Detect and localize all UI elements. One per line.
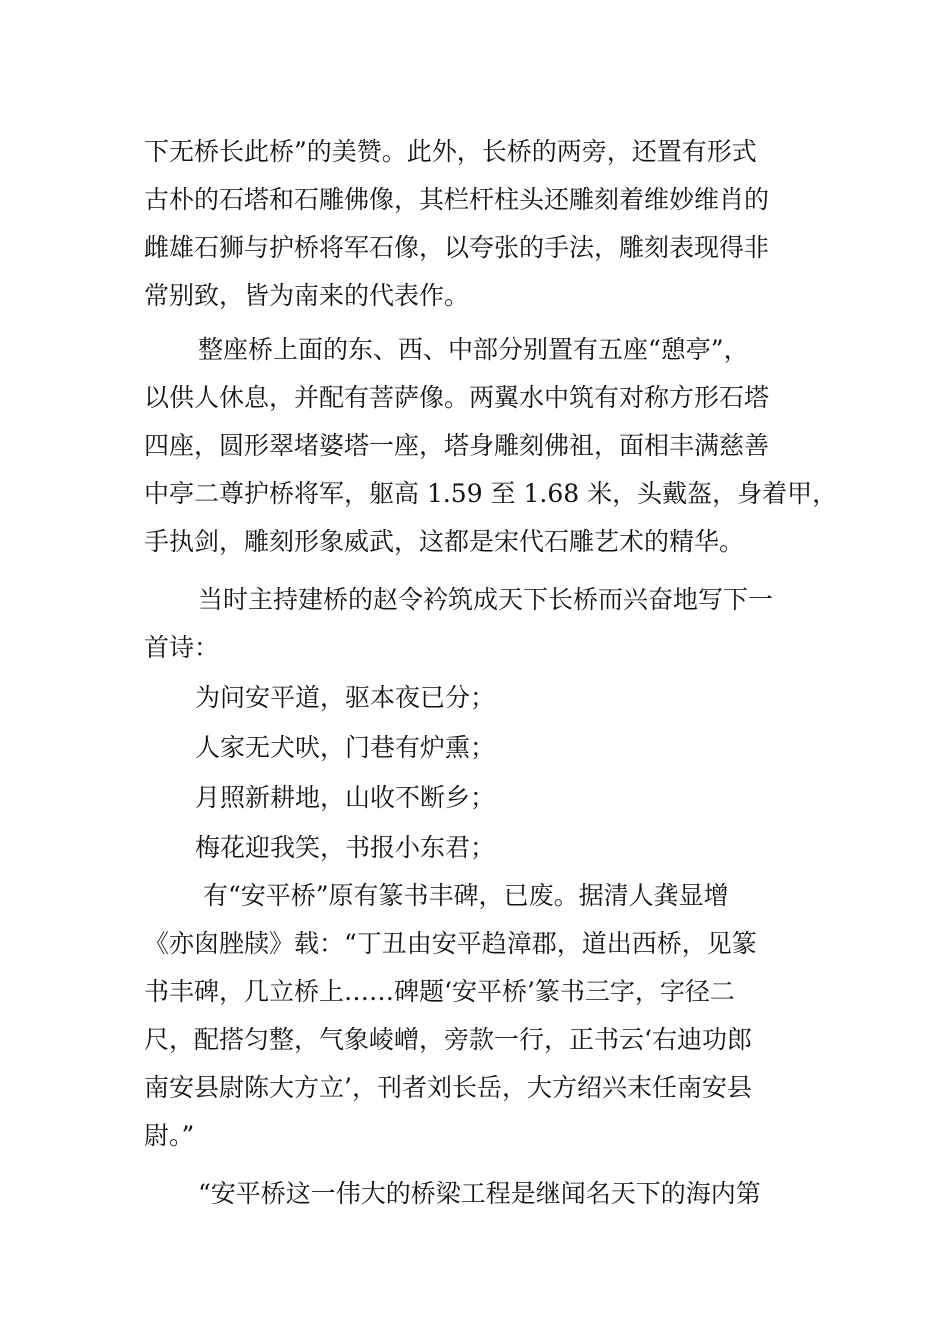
text-line: 《亦囱脞牍》载：“丁丑由安平趋漳郡，道出西桥，见篆 bbox=[144, 929, 757, 958]
text-line: 有“安平桥”原有篆书丰碑，已废。据清人龚显增 bbox=[203, 881, 729, 910]
text-line: 当时主持建桥的赵令衿筑成天下长桥而兴奋地写下一 bbox=[198, 585, 774, 614]
text-line: 中亭二尊护桥将军，躯高 1.59 至 1.68 米，头戴盔，身着甲， bbox=[144, 479, 838, 508]
text-line: 古朴的石塔和石雕佛像，其栏杆柱头还雕刻着维妙维肖的 bbox=[144, 185, 770, 214]
poem-line: 月照新耕地，山收不断乡； bbox=[195, 783, 496, 812]
text-line: 整座桥上面的东、西、中部分别置有五座“憩亭”， bbox=[198, 335, 749, 364]
text-line: 首诗： bbox=[144, 633, 220, 662]
poem-line: 人家无犬吠，门巷有炉熏； bbox=[195, 733, 496, 762]
text-line: 南安县尉陈大方立’，刊者刘长岳，大方绍兴末任南安县 bbox=[144, 1073, 752, 1102]
text-line: 尉。” bbox=[144, 1121, 195, 1150]
text-line: 以供人休息，并配有菩萨像。两翼水中筑有对称方形石塔 bbox=[144, 383, 770, 412]
text-line: 雌雄石狮与护桥将军石像，以夸张的手法，雕刻表现得非 bbox=[144, 233, 770, 262]
text-line: 下无桥长此桥”的美赞。此外，长桥的两旁，还置有形式 bbox=[144, 137, 757, 166]
text-line: 四座，圆形翠堵婆塔一座，塔身雕刻佛祖，面相丰满慈善 bbox=[144, 431, 770, 460]
text-line: 书丰碑，几立桥上……碑题‘安平桥’篆书三字，字径二 bbox=[144, 977, 735, 1006]
poem-line: 梅花迎我笑，书报小东君； bbox=[195, 833, 496, 862]
text-line: 常别致，皆为南来的代表作。 bbox=[144, 281, 470, 310]
poem-line: 为问安平道，驱本夜已分； bbox=[195, 683, 496, 712]
text-line: 手执剑，雕刻形象威武，这都是宋代石雕艺术的精华。 bbox=[144, 527, 745, 556]
text-line: 尺，配搭匀整，气象崚嶒，旁款一行，正书云‘右迪功郎 bbox=[144, 1025, 752, 1054]
text-line: “安平桥这一伟大的桥梁工程是继闻名天下的海内第 bbox=[198, 1179, 761, 1208]
